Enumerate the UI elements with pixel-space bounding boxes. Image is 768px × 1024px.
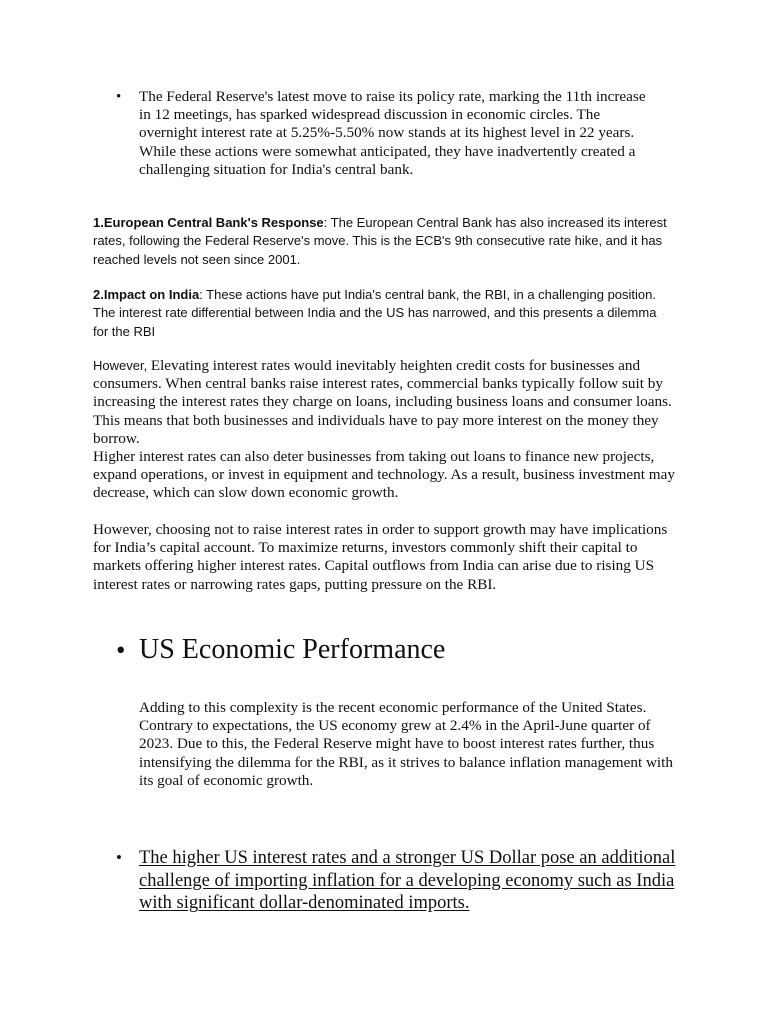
bullet-fed-rate-hike bbox=[116, 88, 656, 179]
bullet-last-text: The higher US interest rates and a stronger US Dollar pose an additional challenge of importing inflation for a developing economy such as India with significant dollar-denominated imports. bbox=[139, 848, 676, 914]
ecb-label: 1.European Central Bank's Response bbox=[93, 215, 324, 230]
heading-us-economic-performance bbox=[116, 631, 676, 669]
us-para-text: Adding to this complexity is the recent economic performance of the United States. Contrary to expectations, the US economy grew at 2.4% in the April-June quarter of 2023. Due to this, the Federal Reserve might have to boost interest rates further, thus intensifying the dilemma for the RBI, as it strives to balance inflation management with its goal of economic growth. bbox=[139, 699, 673, 789]
india-text: : These actions have put India's central bank, the RBI, in a challenging position. The interest rate differential between India and the US has narrowed, and this presents a dilemma for the RBI bbox=[93, 287, 657, 339]
heading-text: US Economic Performance bbox=[139, 634, 446, 665]
bullet-importing-inflation bbox=[116, 847, 676, 915]
however-lead: However, bbox=[93, 358, 151, 373]
india-label: 2.Impact on India bbox=[93, 287, 200, 302]
paragraph-ecb-response bbox=[93, 214, 673, 269]
bullet-marker: • bbox=[116, 89, 122, 105]
capital-text: However, choosing not to raise interest rates in order to support growth may have implications for India’s capital account. To maximize returns, investors commonly shift their capital to markets offering higher interest rates. Capital outflows from India can arise due to rising US interest rates or narrowing rates gaps, putting pressure on the RBI. bbox=[93, 521, 668, 593]
bullet-marker: • bbox=[116, 848, 122, 867]
however-text: Elevating interest rates would inevitably heighten credit costs for businesses and consumers. When central banks raise interest rates, commercial banks typically follow suit by increasing the interest rates they charge on loans, including business loans and consumer loans. This means that both businesses and individuals have to pay more interest on the money they borrow. bbox=[93, 357, 672, 447]
bullet-marker: • bbox=[116, 635, 126, 665]
paragraph-us-economy bbox=[139, 699, 674, 790]
paragraph-capital-account bbox=[93, 521, 683, 594]
paragraph-impact-on-india bbox=[93, 286, 673, 341]
however-text-2: Higher interest rates can also deter businesses from taking out loans to finance new projects, expand operations, or invest in equipment and technology. As a result, business investment may decrease, which can slow down economic growth. bbox=[93, 448, 675, 502]
ecb-text: : The European Central Bank has also increased its interest rates, following the Federal Reserve's move. This is the ECB's 9th consecutive rate hike, and it has reached levels not seen since 2001. bbox=[93, 215, 667, 267]
paragraph-credit-costs bbox=[93, 357, 683, 503]
bullet-fed-text: The Federal Reserve's latest move to raise its policy rate, marking the 11th increase in 12 meetings, has sparked widespread discussion in economic circles. The overnight interest rate at 5.25%-5.50% now stands at its highest level in 22 years. While these actions were somewhat anticipated, they have inadvertently created a challenging situation for India's central bank. bbox=[139, 88, 646, 178]
